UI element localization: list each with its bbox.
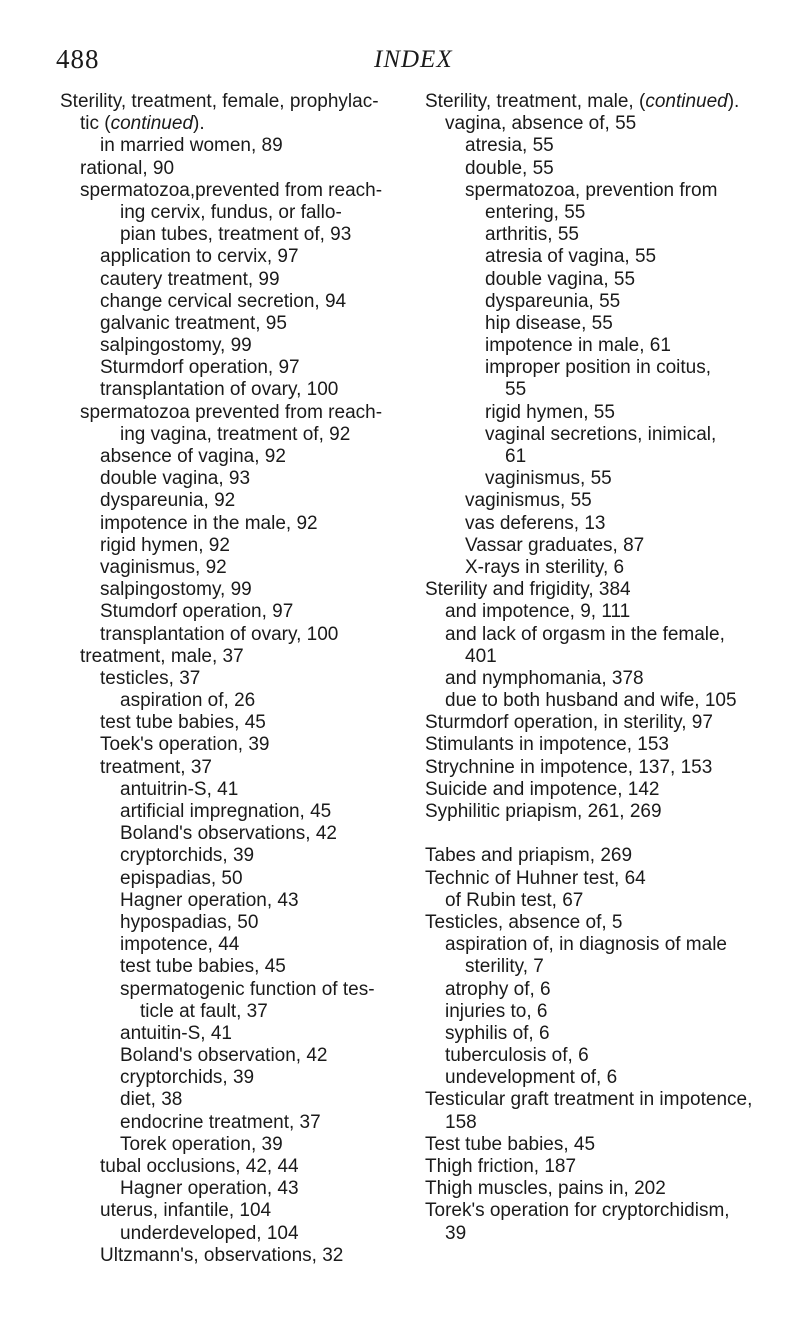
index-entry-text: treatment, male, 37: [80, 645, 244, 667]
index-subentry: [60, 890, 406, 912]
index-entry-text: salpingostomy, 99: [100, 579, 252, 601]
index-subentry: [60, 668, 406, 690]
index-subentry: [425, 1112, 795, 1134]
index-subentry: [60, 1001, 406, 1023]
index-entry-text: cautery treatment, 99: [100, 268, 280, 290]
index-subentry: [60, 424, 406, 446]
index-subentry: [425, 202, 795, 224]
index-entry-text: spermatozoa, prevention from: [465, 179, 718, 201]
index-entry-text: antuitrin-S, 41: [120, 778, 239, 800]
index-subentry: [425, 224, 795, 246]
index-entry-text: Boland's observation, 42: [120, 1045, 328, 1067]
index-entry: [425, 801, 795, 823]
index-entry-text: Ultzmann's, observations, 32: [100, 1244, 344, 1266]
index-subentry: [425, 246, 795, 268]
index-entry: [425, 779, 795, 801]
index-entry: [425, 868, 795, 890]
index-entry-italic: continued: [110, 113, 194, 135]
index-subentry: [425, 291, 795, 313]
index-entry-text: and nymphomania, 378: [445, 667, 644, 689]
index-entry-text: vaginismus, 92: [100, 556, 227, 578]
index-entry: [425, 734, 795, 756]
index-subentry: [60, 490, 406, 512]
index-entry-text: Testicular graft treatment in impotence,: [425, 1089, 753, 1111]
index-entry-text: rigid hymen, 92: [100, 534, 230, 556]
index-subentry: [425, 979, 795, 1001]
index-subentry: [60, 357, 406, 379]
index-entry-text: atresia, 55: [465, 135, 554, 157]
index-subentry: [60, 823, 406, 845]
index-entry-text: 61: [505, 446, 527, 467]
index-subentry: [425, 379, 795, 401]
index-subentry: [425, 402, 795, 424]
index-subentry: [60, 158, 406, 180]
index-subentry: [60, 468, 406, 490]
index-subentry: [425, 1067, 795, 1089]
index-subentry: [425, 535, 795, 557]
index-subentry: [60, 712, 406, 734]
index-entry-text: Testicles, absence of, 5: [425, 911, 623, 933]
index-subentry: [425, 446, 795, 468]
index-subentry: [60, 956, 406, 978]
index-entry: [425, 579, 795, 601]
index-entry-text: salpingostomy, 99: [100, 335, 252, 357]
index-subentry: [60, 535, 406, 557]
index-entry-text: tubal occlusions, 42, 44: [100, 1156, 299, 1177]
index-entry-text: dyspareunia, 92: [100, 490, 236, 512]
index-entry-text: endocrine treatment, 37: [120, 1111, 321, 1133]
index-entry-text: Test tube babies, 45: [425, 1133, 596, 1155]
index-entry-text: syphilis of, 6: [445, 1022, 550, 1044]
index-subentry: [60, 1200, 406, 1222]
running-head: INDEX: [374, 46, 453, 73]
index-subentry: [425, 646, 795, 668]
index-subentry: [60, 224, 406, 246]
index-entry-text: diet, 38: [120, 1089, 183, 1111]
index-entry-text: impotence in the male, 92: [100, 512, 318, 534]
index-entry-text: cryptorchids, 39: [120, 845, 255, 867]
index-column-left: [60, 91, 406, 1267]
index-subentry: [425, 624, 795, 646]
index-entry-text: Torek's operation for cryptorchidism,: [425, 1200, 730, 1222]
index-subentry: [60, 1112, 406, 1134]
index-entry-text: tic (: [80, 113, 111, 135]
index-entry-text: uterus, infantile, 104: [100, 1200, 272, 1222]
index-entry-text: treatment, 37: [100, 756, 212, 778]
index-entry-text: Syphilitic priapism, 261, 269: [425, 801, 662, 822]
index-entry-text: pian tubes, treatment of, 93: [120, 224, 352, 246]
index-entry-text: hip disease, 55: [485, 312, 613, 334]
index-subentry: [425, 1045, 795, 1067]
index-entry: [60, 91, 406, 113]
index-subentry: [425, 180, 795, 202]
index-subentry: [60, 757, 406, 779]
index-subentry: [60, 979, 406, 1001]
index-entry: [425, 912, 795, 934]
index-spacer: [425, 823, 795, 845]
index-entry-text: vagina, absence of, 55: [445, 113, 637, 135]
index-subentry: [425, 956, 795, 978]
index-subentry: [60, 1089, 406, 1111]
index-subentry: [60, 1223, 406, 1245]
index-subentry: [60, 402, 406, 424]
index-entry-text: Thigh friction, 187: [425, 1156, 577, 1177]
index-entry-text: Stumdorf operation, 97: [100, 601, 294, 623]
index-subentry: [60, 1134, 406, 1156]
index-subentry: [60, 801, 406, 823]
index-entry-text: entering, 55: [485, 201, 586, 223]
index-subentry: [60, 1156, 406, 1178]
index-entry-text: and impotence, 9, 111: [445, 601, 631, 623]
index-subentry: [425, 357, 795, 379]
index-subentry: [60, 1045, 406, 1067]
index-entry-text: Sterility, treatment, female, prophylac-: [60, 91, 379, 112]
index-entry-text: artificial impregnation, 45: [120, 801, 332, 822]
index-entry-text: impotence in male, 61: [485, 335, 671, 357]
index-entry-text: Sterility, treatment, male, (: [425, 91, 646, 112]
index-entry-text: arthritis, 55: [485, 224, 579, 246]
index-entry-text: vaginismus, 55: [465, 490, 592, 512]
index-entry-text: Boland's observations, 42: [120, 823, 337, 845]
index-subentry: [60, 269, 406, 291]
index-entry-text: Sturmdorf operation, in sterility, 97: [425, 712, 713, 734]
index-subentry: [60, 868, 406, 890]
index-entry-text: change cervical secretion, 94: [100, 290, 347, 312]
index-subentry: [425, 668, 795, 690]
page-number: 488: [56, 44, 100, 74]
index-subentry: [425, 335, 795, 357]
index-entry-text: Suicide and impotence, 142: [425, 778, 660, 800]
index-entry-text: Thigh muscles, pains in, 202: [425, 1178, 666, 1200]
index-subentry: [60, 291, 406, 313]
index-entry-text: sterility, 7: [465, 956, 544, 978]
index-subentry: [60, 113, 406, 135]
index-entry-text: impotence, 44: [120, 934, 240, 956]
index-entry-text: X-rays in sterility, 6: [465, 556, 625, 578]
index-entry-text: cryptorchids, 39: [120, 1067, 255, 1089]
index-subentry: [60, 1067, 406, 1089]
index-entry-text: spermatozoa prevented from reach-: [80, 401, 383, 423]
index-subentry: [425, 1001, 795, 1023]
index-entry: [425, 757, 795, 779]
index-subentry: [60, 934, 406, 956]
index-entry-text: injuries to, 6: [445, 1000, 548, 1022]
index-subentry: [60, 1178, 406, 1200]
index-entry-text: epispadias, 50: [120, 867, 243, 889]
index-subentry: [425, 313, 795, 335]
index-subentry: [425, 424, 795, 446]
index-subentry: [425, 601, 795, 623]
index-subentry: [425, 557, 795, 579]
index-entry-text: rigid hymen, 55: [485, 401, 615, 423]
index-subentry: [60, 845, 406, 867]
index-entry-text: Stimulants in impotence, 153: [425, 734, 669, 756]
index-entry-text: spermatogenic function of tes-: [120, 978, 375, 1000]
index-subentry: [425, 158, 795, 180]
index-entry-text: improper position in coitus,: [485, 357, 711, 379]
index-subentry: [60, 313, 406, 335]
index-entry-text: of Rubin test, 67: [445, 889, 584, 911]
index-subentry: [60, 246, 406, 268]
index-entry-text: tuberculosis of, 6: [445, 1045, 589, 1067]
index-subentry: [425, 468, 795, 490]
index-subentry: [60, 135, 406, 157]
index-subentry: [60, 446, 406, 468]
index-entry-text: spermatozoa,prevented from reach-: [80, 179, 383, 201]
index-entry-text: vas deferens, 13: [465, 512, 606, 534]
index-entry-text: absence of vagina, 92: [100, 446, 286, 467]
index-entry-text: double vagina, 55: [485, 268, 636, 290]
index-entry-text: underdeveloped, 104: [120, 1222, 299, 1244]
index-subentry: [60, 912, 406, 934]
index-entry-text: atresia of vagina, 55: [485, 246, 657, 268]
index-entry: [425, 1134, 795, 1156]
index-entry-text: transplantation of ovary, 100: [100, 379, 339, 401]
index-entry: [425, 1178, 795, 1200]
index-entry-text: Tabes and priapism, 269: [425, 845, 633, 867]
index-column-right: [425, 91, 795, 1245]
index-subentry: [60, 335, 406, 357]
index-entry: [425, 91, 795, 113]
index-entry-text: ing vagina, treatment of, 92: [120, 423, 351, 445]
index-subentry: [60, 779, 406, 801]
index-entry-text: atrophy of, 6: [445, 978, 551, 1000]
index-entry-text: aspiration of, in diagnosis of male: [445, 934, 727, 956]
index-entry-text: 55: [505, 379, 527, 401]
index-entry: [425, 1156, 795, 1178]
index-entry-text: aspiration of, 26: [120, 690, 256, 712]
index-subentry: [60, 601, 406, 623]
index-entry-text: and lack of orgasm in the female,: [445, 623, 725, 645]
index-subentry: [425, 113, 795, 135]
index-subentry: [60, 690, 406, 712]
index-entry-text: Sterility and frigidity, 384: [425, 579, 631, 601]
index-entry-text: test tube babies, 45: [120, 956, 286, 978]
index-entry-suffix: ).: [193, 113, 205, 135]
index-entry-text: double, 55: [465, 157, 554, 179]
index-entry-text: dyspareunia, 55: [485, 290, 621, 312]
index-entry-text: testicles, 37: [100, 667, 201, 689]
index-subentry: [425, 1023, 795, 1045]
index-subentry: [60, 646, 406, 668]
index-subentry: [60, 624, 406, 646]
index-entry-text: Vassar graduates, 87: [465, 534, 645, 556]
index-entry-text: transplantation of ovary, 100: [100, 623, 339, 645]
index-subentry: [425, 890, 795, 912]
index-entry-text: Hagner operation, 43: [120, 1178, 299, 1200]
index-subentry: [425, 513, 795, 535]
index-entry-text: 39: [445, 1222, 467, 1244]
index-entry-text: 401: [465, 645, 497, 667]
index-entry-text: double vagina, 93: [100, 468, 251, 490]
index-entry: [425, 712, 795, 734]
index-entry: [425, 1200, 795, 1222]
index-entry-text: antuitin-S, 41: [120, 1022, 232, 1044]
index-subentry: [60, 1245, 406, 1267]
index-entry-suffix: ).: [727, 91, 740, 112]
index-entry-text: ticle at fault, 37: [140, 1000, 268, 1022]
index-entry-text: Torek operation, 39: [120, 1133, 283, 1155]
index-subentry: [425, 490, 795, 512]
index-entry-text: rational, 90: [80, 157, 175, 179]
index-subentry: [425, 1223, 795, 1245]
index-entry-text: galvanic treatment, 95: [100, 312, 287, 334]
index-subentry: [60, 734, 406, 756]
index-entry-text: Technic of Huhner test, 64: [425, 867, 646, 889]
index-entry-text: 158: [445, 1111, 477, 1133]
index-entry-text: Toek's operation, 39: [100, 734, 270, 756]
index-entry-italic: continued: [645, 91, 728, 112]
index-subentry: [425, 690, 795, 712]
index-subentry: [425, 135, 795, 157]
index-subentry: [60, 557, 406, 579]
index-entry-text: vaginismus, 55: [485, 468, 612, 490]
index-entry: [425, 845, 795, 867]
index-entry-text: test tube babies, 45: [100, 712, 266, 734]
index-entry-text: Hagner operation, 43: [120, 889, 299, 911]
index-entry-text: vaginal secretions, inimical,: [485, 423, 717, 445]
index-entry-text: ing cervix, fundus, or fallo-: [120, 201, 342, 223]
index-subentry: [425, 269, 795, 291]
index-entry-text: in married women, 89: [100, 135, 283, 157]
index-subentry: [60, 579, 406, 601]
index-entry: [425, 1089, 795, 1111]
index-entry-text: application to cervix, 97: [100, 246, 299, 268]
index-subentry: [425, 934, 795, 956]
index-subentry: [60, 1023, 406, 1045]
index-entry-text: undevelopment of, 6: [445, 1067, 618, 1089]
index-subentry: [60, 379, 406, 401]
index-subentry: [60, 202, 406, 224]
index-entry-text: Sturmdorf operation, 97: [100, 357, 300, 379]
index-entry-text: due to both husband and wife, 105: [445, 690, 737, 712]
index-entry-text: hypospadias, 50: [120, 911, 259, 933]
index-subentry: [60, 513, 406, 535]
index-entry-text: Strychnine in impotence, 137, 153: [425, 756, 713, 778]
index-subentry: [60, 180, 406, 202]
